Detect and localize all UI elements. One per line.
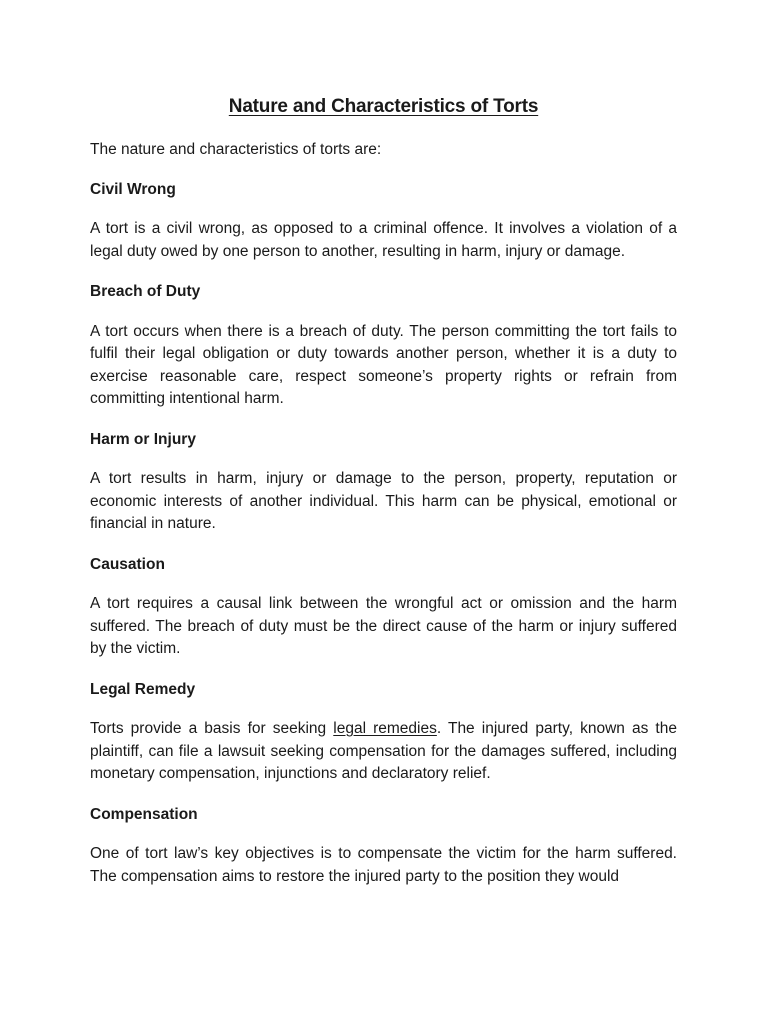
section-heading-legal-remedy: Legal Remedy — [90, 680, 196, 698]
document-content — [90, 94, 677, 906]
section-heading-compensation: Compensation — [90, 805, 198, 823]
section-heading-breach-of-duty: Breach of Duty — [90, 283, 201, 300]
section-body-compensation: One of tort law’s key objectives is to compensate the victim for the harm suffered. The compensation aims to restore the injured party to the position they would — [90, 845, 677, 885]
legal-remedy-text-before-link: Torts provide a basis for seeking — [90, 720, 334, 737]
document-title: Nature and Characteristics of Torts — [228, 96, 539, 117]
section-body-breach-of-duty: A tort occurs when there is a breach of duty. The person committing the tort fails to fulfil their legal obligation or duty towards another person, whether it is a duty to exercise reasonable care, respect someone’s property rights or refrain from committing intentional harm. — [90, 322, 677, 407]
intro-text: The nature and characteristics of torts are: — [90, 141, 382, 158]
section-body-civil-wrong: A tort is a civil wrong, as opposed to a criminal offence. It involves a violation of a legal duty owed by one person to another, resulting in harm, injury or damage. — [90, 220, 677, 260]
legal-remedy-text-after-link: . The injured party, known as the plaintiff, can file a lawsuit seeking compensation for the damages suffered, including monetary compensation, injunctions and declaratory relief. — [90, 720, 677, 782]
section-heading-causation: Causation — [90, 555, 165, 573]
section-body-causation: A tort requires a causal link between the wrongful act or omission and the harm suffered. The breach of duty must be the direct cause of the harm or injury suffered by the victim. — [90, 595, 677, 657]
legal-remedies-link[interactable]: legal remedies — [333, 720, 437, 737]
section-body-harm-or-injury: A tort results in harm, injury or damage to the person, property, reputation or economic interests of another individual. This harm can be physical, emotional or financial in nature. — [90, 470, 677, 532]
section-heading-harm-or-injury: Harm or Injury — [90, 430, 196, 448]
section-body-legal-remedy — [90, 718, 677, 786]
section-heading-civil-wrong: Civil Wrong — [90, 180, 176, 198]
